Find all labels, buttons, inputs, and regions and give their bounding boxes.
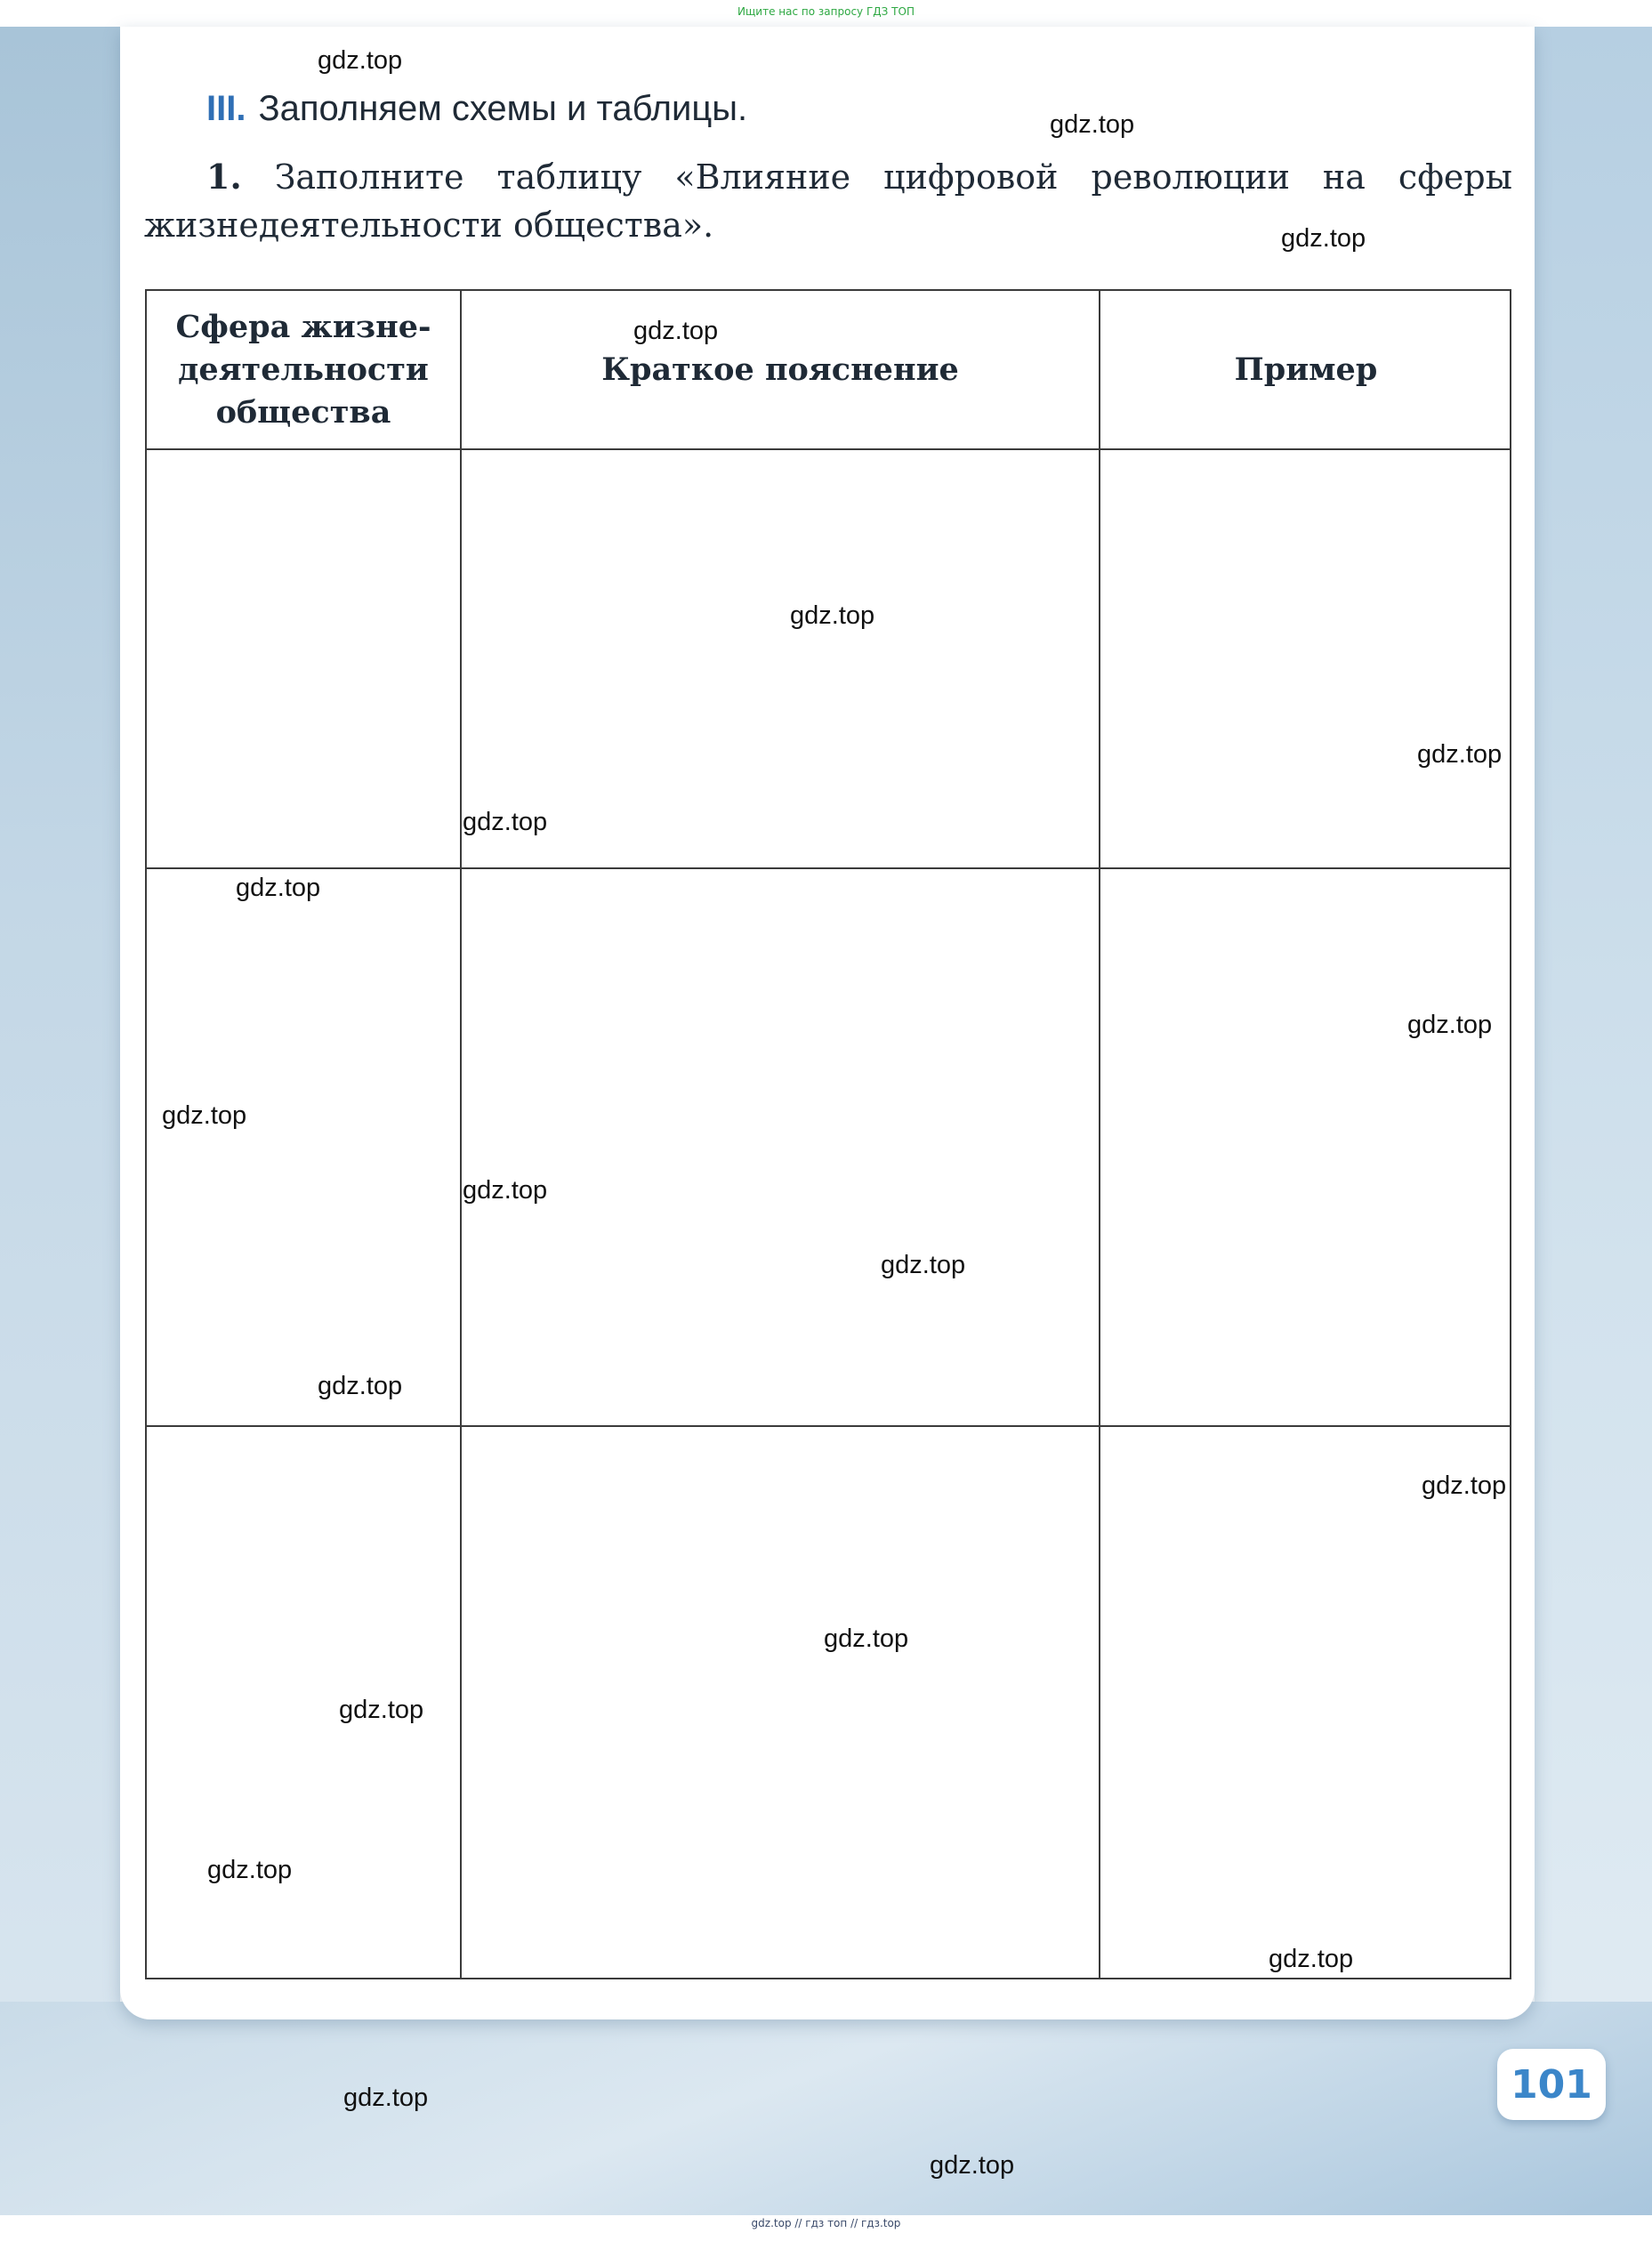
page-edge-right xyxy=(1535,27,1652,2215)
task-number: 1. xyxy=(206,157,242,197)
watermark: gdz.top xyxy=(207,1856,293,1884)
section-number: III. xyxy=(206,89,246,128)
page-edge-bottom xyxy=(0,2002,1652,2215)
header-sphere: Сфера жизне-деятельности общества xyxy=(175,308,431,431)
header-note: Ищите нас по запросу ГДЗ ТОП xyxy=(737,5,915,18)
watermark: gdz.top xyxy=(1281,224,1366,253)
watermark: gdz.top xyxy=(633,317,719,345)
watermark: gdz.top xyxy=(1269,1945,1354,1973)
watermark: gdz.top xyxy=(1050,110,1135,139)
watermark: gdz.top xyxy=(930,2151,1015,2180)
watermark: gdz.top xyxy=(463,808,548,836)
watermark: gdz.top xyxy=(236,874,321,902)
page-number: 101 xyxy=(1497,2049,1606,2120)
section-title xyxy=(206,89,747,129)
table-cell-example-1[interactable] xyxy=(1100,450,1511,867)
table-cell-sphere-2[interactable] xyxy=(147,869,460,1425)
watermark: gdz.top xyxy=(824,1624,909,1653)
fill-in-table xyxy=(145,289,1511,1979)
watermark: gdz.top xyxy=(881,1251,966,1279)
table-cell-explanation-3[interactable] xyxy=(462,1427,1099,1978)
table-cell-example-2[interactable] xyxy=(1100,869,1511,1425)
task-body: Заполните таблицу «Влияние цифровой революции на сферы жизнедеятельности общества». xyxy=(144,157,1512,245)
header-example: Пример xyxy=(1234,351,1378,388)
table-cell-explanation-1[interactable] xyxy=(462,450,1099,867)
table-cell-sphere-1[interactable] xyxy=(147,450,460,867)
table-cell-example-3[interactable] xyxy=(1100,1427,1511,1978)
watermark: gdz.top xyxy=(343,2084,429,2112)
watermark: gdz.top xyxy=(463,1176,548,1205)
watermark: gdz.top xyxy=(318,1372,403,1400)
section-title-text: Заполняем схемы и таблицы. xyxy=(258,89,748,128)
watermark: gdz.top xyxy=(1407,1011,1493,1039)
watermark: gdz.top xyxy=(318,46,403,75)
watermark: gdz.top xyxy=(162,1101,247,1130)
watermark: gdz.top xyxy=(339,1696,424,1724)
watermark: gdz.top xyxy=(790,601,875,630)
header-explanation: Краткое пояснение xyxy=(601,351,959,388)
watermark: gdz.top xyxy=(1417,740,1503,769)
footer-note: gdz.top // гдз топ // гдз.top xyxy=(751,2217,901,2229)
page-edge-left xyxy=(0,27,120,2215)
table-cell-explanation-2[interactable] xyxy=(462,869,1099,1425)
watermark: gdz.top xyxy=(1422,1471,1507,1500)
